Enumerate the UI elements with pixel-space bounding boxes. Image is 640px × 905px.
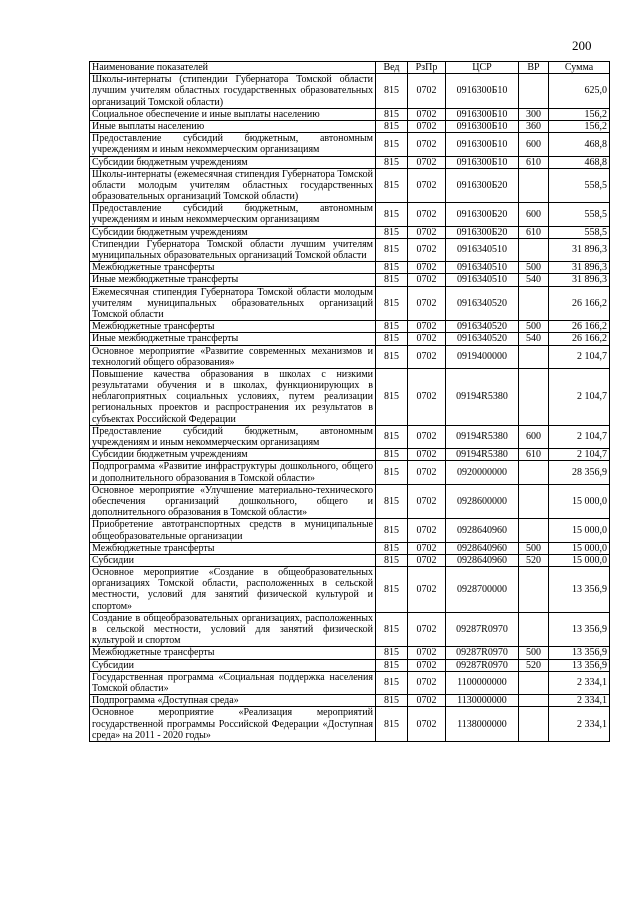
cell-csr: 0928600000 <box>446 484 519 519</box>
cell-rzpr: 0702 <box>408 647 446 659</box>
cell-rzpr: 0702 <box>408 226 446 238</box>
cell-ved: 815 <box>376 671 408 694</box>
cell-rzpr: 0702 <box>408 286 446 321</box>
cell-csr: 1138000000 <box>446 707 519 742</box>
cell-ved: 815 <box>376 612 408 647</box>
cell-sum: 13 356,9 <box>549 659 610 671</box>
cell-name: Предоставление субсидий бюджетным, автономным учреждениям и иным некоммерческим организациям <box>90 203 376 226</box>
cell-rzpr: 0702 <box>408 461 446 484</box>
header-vr: ВР <box>519 62 549 74</box>
cell-vr: 500 <box>519 321 549 333</box>
cell-vr: 500 <box>519 262 549 274</box>
table-row <box>90 671 610 694</box>
cell-sum: 468,8 <box>549 133 610 156</box>
cell-sum: 15 000,0 <box>549 554 610 566</box>
cell-name: Субсидии бюджетным учреждениям <box>90 449 376 461</box>
table-row <box>90 133 610 156</box>
cell-name: Иные межбюджетные трансферты <box>90 274 376 286</box>
cell-ved: 815 <box>376 647 408 659</box>
page-number: 200 <box>572 38 592 53</box>
cell-vr: 500 <box>519 647 549 659</box>
cell-name: Школы-интернаты (стипендии Губернатора Томской области лучшим учителям областных государственных образовательных организаций Томской области) <box>90 74 376 109</box>
cell-rzpr: 0702 <box>408 120 446 132</box>
cell-vr <box>519 695 549 707</box>
cell-rzpr: 0702 <box>408 133 446 156</box>
cell-ved: 815 <box>376 461 408 484</box>
table-row <box>90 156 610 168</box>
header-sum: Сумма <box>549 62 610 74</box>
table-row <box>90 108 610 120</box>
cell-csr: 0916300Б10 <box>446 74 519 109</box>
cell-name: Подпрограмма «Доступная среда» <box>90 695 376 707</box>
cell-ved: 815 <box>376 262 408 274</box>
table-row <box>90 321 610 333</box>
table-row <box>90 449 610 461</box>
cell-name: Стипендии Губернатора Томской области лучшим учителям муниципальных образовательных организаций Томской области <box>90 238 376 261</box>
cell-name: Межбюджетные трансферты <box>90 262 376 274</box>
cell-csr: 1130000000 <box>446 695 519 707</box>
cell-csr: 09287R0970 <box>446 612 519 647</box>
table-row <box>90 554 610 566</box>
cell-rzpr: 0702 <box>408 659 446 671</box>
cell-rzpr: 0702 <box>408 425 446 448</box>
cell-sum: 28 356,9 <box>549 461 610 484</box>
cell-name: Межбюджетные трансферты <box>90 542 376 554</box>
cell-name: Создание в общеобразовательных организациях, расположенных в сельской местности, условий для занятий физической культурой и спортом <box>90 612 376 647</box>
cell-sum: 2 104,7 <box>549 425 610 448</box>
table-row <box>90 612 610 647</box>
cell-sum: 625,0 <box>549 74 610 109</box>
cell-sum: 2 104,7 <box>549 368 610 425</box>
cell-name: Основное мероприятие «Реализация мероприятий государственной программы Российской Федерации «Доступная среда» на 2011 - 2020 годы» <box>90 707 376 742</box>
cell-sum: 31 896,3 <box>549 262 610 274</box>
cell-vr <box>519 567 549 613</box>
cell-ved: 815 <box>376 554 408 566</box>
cell-rzpr: 0702 <box>408 203 446 226</box>
cell-sum: 468,8 <box>549 156 610 168</box>
cell-sum: 2 334,1 <box>549 671 610 694</box>
cell-vr <box>519 612 549 647</box>
cell-csr: 0916300Б20 <box>446 203 519 226</box>
cell-sum: 31 896,3 <box>549 238 610 261</box>
table-row <box>90 519 610 542</box>
cell-rzpr: 0702 <box>408 567 446 613</box>
cell-name: Межбюджетные трансферты <box>90 647 376 659</box>
cell-name: Государственная программа «Социальная поддержка населения Томской области» <box>90 671 376 694</box>
cell-csr: 09194R5380 <box>446 449 519 461</box>
table-row <box>90 425 610 448</box>
table-row <box>90 168 610 203</box>
cell-ved: 815 <box>376 425 408 448</box>
cell-sum: 558,5 <box>549 226 610 238</box>
cell-ved: 815 <box>376 659 408 671</box>
cell-rzpr: 0702 <box>408 671 446 694</box>
cell-rzpr: 0702 <box>408 168 446 203</box>
table-row <box>90 567 610 613</box>
cell-vr <box>519 707 549 742</box>
table-row <box>90 74 610 109</box>
cell-vr <box>519 484 549 519</box>
cell-csr: 0928640960 <box>446 554 519 566</box>
cell-name: Подпрограмма «Развитие инфраструктуры дошкольного, общего и дополнительного образования в Томской области» <box>90 461 376 484</box>
cell-rzpr: 0702 <box>408 542 446 554</box>
cell-name: Приобретение автотранспортных средств в муниципальные общеобразовательные организации <box>90 519 376 542</box>
table-row <box>90 368 610 425</box>
cell-csr: 0916340520 <box>446 321 519 333</box>
cell-sum: 26 166,2 <box>549 286 610 321</box>
cell-ved: 815 <box>376 567 408 613</box>
cell-sum: 2 104,7 <box>549 449 610 461</box>
table-row <box>90 226 610 238</box>
table-row <box>90 345 610 368</box>
table-row <box>90 707 610 742</box>
cell-csr: 0916340520 <box>446 333 519 345</box>
cell-rzpr: 0702 <box>408 333 446 345</box>
cell-csr: 0916300Б10 <box>446 108 519 120</box>
cell-ved: 815 <box>376 120 408 132</box>
cell-vr: 610 <box>519 449 549 461</box>
cell-ved: 815 <box>376 345 408 368</box>
cell-vr: 360 <box>519 120 549 132</box>
cell-sum: 156,2 <box>549 108 610 120</box>
cell-sum: 26 166,2 <box>549 321 610 333</box>
cell-rzpr: 0702 <box>408 108 446 120</box>
cell-ved: 815 <box>376 695 408 707</box>
table-row <box>90 274 610 286</box>
table-header-row <box>90 62 610 74</box>
cell-ved: 815 <box>376 333 408 345</box>
header-rzpr: РзПр <box>408 62 446 74</box>
cell-vr: 600 <box>519 133 549 156</box>
cell-vr <box>519 519 549 542</box>
table-row <box>90 695 610 707</box>
cell-vr <box>519 461 549 484</box>
table-row <box>90 542 610 554</box>
cell-name: Межбюджетные трансферты <box>90 321 376 333</box>
cell-ved: 815 <box>376 74 408 109</box>
cell-ved: 815 <box>376 108 408 120</box>
cell-csr: 0916300Б20 <box>446 226 519 238</box>
cell-vr: 520 <box>519 659 549 671</box>
cell-sum: 13 356,9 <box>549 567 610 613</box>
cell-vr: 600 <box>519 203 549 226</box>
cell-ved: 815 <box>376 707 408 742</box>
cell-rzpr: 0702 <box>408 519 446 542</box>
cell-name: Предоставление субсидий бюджетным, автономным учреждениям и иным некоммерческим организациям <box>90 425 376 448</box>
cell-name: Субсидии бюджетным учреждениям <box>90 226 376 238</box>
cell-rzpr: 0702 <box>408 707 446 742</box>
cell-vr: 520 <box>519 554 549 566</box>
cell-vr <box>519 368 549 425</box>
cell-csr: 0916340510 <box>446 238 519 261</box>
cell-name: Основное мероприятие «Создание в общеобразовательных организациях Томской области, расположенных в сельской местности, условий для занятий физической культурой и спортом» <box>90 567 376 613</box>
table-row <box>90 333 610 345</box>
cell-vr <box>519 671 549 694</box>
table-row <box>90 203 610 226</box>
cell-rzpr: 0702 <box>408 484 446 519</box>
cell-sum: 26 166,2 <box>549 333 610 345</box>
table-row <box>90 659 610 671</box>
table-row <box>90 238 610 261</box>
cell-csr: 09194R5380 <box>446 368 519 425</box>
cell-rzpr: 0702 <box>408 554 446 566</box>
cell-ved: 815 <box>376 238 408 261</box>
cell-csr: 09287R0970 <box>446 659 519 671</box>
cell-rzpr: 0702 <box>408 368 446 425</box>
cell-csr: 0916340510 <box>446 274 519 286</box>
cell-ved: 815 <box>376 449 408 461</box>
cell-rzpr: 0702 <box>408 695 446 707</box>
cell-sum: 13 356,9 <box>549 647 610 659</box>
cell-csr: 0919400000 <box>446 345 519 368</box>
cell-name: Субсидии <box>90 554 376 566</box>
cell-name: Ежемесячная стипендия Губернатора Томской области молодым учителям муниципальных образовательных организаций Томской области <box>90 286 376 321</box>
cell-sum: 2 104,7 <box>549 345 610 368</box>
cell-sum: 2 334,1 <box>549 707 610 742</box>
header-ved: Вед <box>376 62 408 74</box>
cell-ved: 815 <box>376 226 408 238</box>
table-row <box>90 647 610 659</box>
cell-csr: 0928640960 <box>446 542 519 554</box>
table-row <box>90 120 610 132</box>
table-row <box>90 484 610 519</box>
cell-name: Иные межбюджетные трансферты <box>90 333 376 345</box>
cell-sum: 558,5 <box>549 203 610 226</box>
cell-vr: 300 <box>519 108 549 120</box>
cell-csr: 0928640960 <box>446 519 519 542</box>
cell-csr: 1100000000 <box>446 671 519 694</box>
cell-name: Предоставление субсидий бюджетным, автономным учреждениям и иным некоммерческим организациям <box>90 133 376 156</box>
cell-name: Основное мероприятие «Развитие современных механизмов и технологий общего образования» <box>90 345 376 368</box>
cell-ved: 815 <box>376 542 408 554</box>
cell-csr: 0928700000 <box>446 567 519 613</box>
cell-sum: 2 334,1 <box>549 695 610 707</box>
cell-ved: 815 <box>376 519 408 542</box>
cell-vr: 540 <box>519 333 549 345</box>
cell-rzpr: 0702 <box>408 345 446 368</box>
cell-vr <box>519 74 549 109</box>
cell-csr: 0916300Б10 <box>446 156 519 168</box>
cell-rzpr: 0702 <box>408 156 446 168</box>
cell-rzpr: 0702 <box>408 262 446 274</box>
cell-ved: 815 <box>376 203 408 226</box>
cell-vr: 610 <box>519 156 549 168</box>
cell-ved: 815 <box>376 156 408 168</box>
cell-vr <box>519 345 549 368</box>
cell-sum: 15 000,0 <box>549 519 610 542</box>
cell-ved: 815 <box>376 368 408 425</box>
cell-csr: 0920000000 <box>446 461 519 484</box>
cell-name: Социальное обеспечение и иные выплаты населению <box>90 108 376 120</box>
cell-name: Основное мероприятие «Улучшение материально-технического обеспечения организаций дошкольного, общего и дополнительного образования в Томской области» <box>90 484 376 519</box>
table-row <box>90 461 610 484</box>
cell-ved: 815 <box>376 321 408 333</box>
cell-sum: 15 000,0 <box>549 542 610 554</box>
cell-name: Школы-интернаты (ежемесячная стипендия Губернатора Томской области молодым учителям областных государственных образовательных организаций Томской области) <box>90 168 376 203</box>
cell-csr: 0916300Б10 <box>446 120 519 132</box>
header-name: Наименование показателей <box>90 62 376 74</box>
cell-rzpr: 0702 <box>408 449 446 461</box>
cell-csr: 09287R0970 <box>446 647 519 659</box>
table-row <box>90 286 610 321</box>
header-csr: ЦСР <box>446 62 519 74</box>
cell-csr: 0916300Б10 <box>446 133 519 156</box>
cell-ved: 815 <box>376 484 408 519</box>
cell-vr: 500 <box>519 542 549 554</box>
cell-ved: 815 <box>376 133 408 156</box>
cell-rzpr: 0702 <box>408 74 446 109</box>
cell-sum: 558,5 <box>549 168 610 203</box>
budget-table <box>89 61 610 742</box>
cell-name: Субсидии бюджетным учреждениям <box>90 156 376 168</box>
cell-name: Повышение качества образования в школах с низкими результатами обучения и в школах, функционирующих в неблагоприятных социальных условиях, путем реализации региональных проектов и распространения их результатов в субъектах Российской Федерации <box>90 368 376 425</box>
cell-name: Иные выплаты населению <box>90 120 376 132</box>
cell-csr: 0916340510 <box>446 262 519 274</box>
cell-rzpr: 0702 <box>408 274 446 286</box>
cell-vr: 540 <box>519 274 549 286</box>
cell-ved: 815 <box>376 274 408 286</box>
cell-sum: 156,2 <box>549 120 610 132</box>
table-row <box>90 262 610 274</box>
cell-ved: 815 <box>376 168 408 203</box>
cell-vr <box>519 286 549 321</box>
cell-rzpr: 0702 <box>408 238 446 261</box>
cell-vr <box>519 168 549 203</box>
cell-sum: 15 000,0 <box>549 484 610 519</box>
cell-sum: 13 356,9 <box>549 612 610 647</box>
cell-rzpr: 0702 <box>408 612 446 647</box>
cell-ved: 815 <box>376 286 408 321</box>
cell-csr: 09194R5380 <box>446 425 519 448</box>
cell-vr: 600 <box>519 425 549 448</box>
cell-csr: 0916300Б20 <box>446 168 519 203</box>
cell-vr: 610 <box>519 226 549 238</box>
cell-csr: 0916340520 <box>446 286 519 321</box>
cell-rzpr: 0702 <box>408 321 446 333</box>
cell-vr <box>519 238 549 261</box>
cell-sum: 31 896,3 <box>549 274 610 286</box>
cell-name: Субсидии <box>90 659 376 671</box>
